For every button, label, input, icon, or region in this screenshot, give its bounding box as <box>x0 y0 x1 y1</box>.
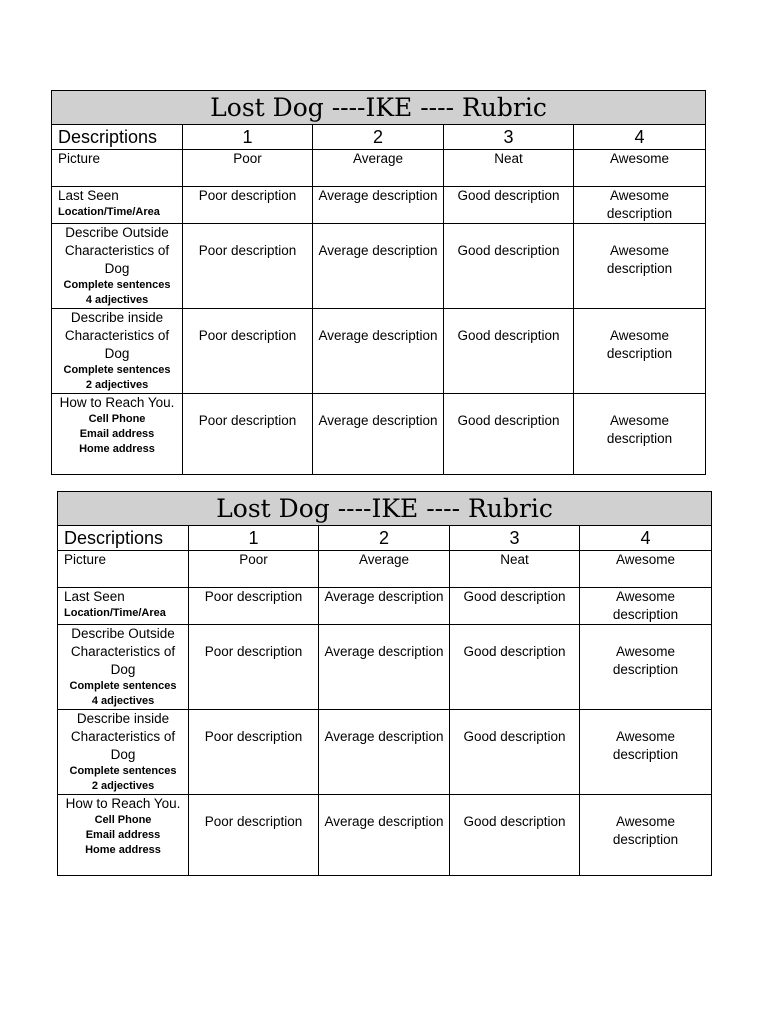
rubric-row-last-seen <box>52 187 706 224</box>
score-text: Poor description <box>204 814 303 829</box>
score-cell <box>444 309 574 394</box>
score-cell <box>183 394 313 475</box>
header-score-2: 2 <box>313 125 444 150</box>
category-sub-label: 4 adjectives <box>91 695 155 707</box>
score-cell <box>450 625 580 710</box>
score-cell <box>189 625 319 710</box>
score-cell: Average <box>319 551 450 588</box>
score-cell: Poor <box>189 551 319 588</box>
score-cell <box>444 394 574 475</box>
rubric-header-row <box>52 125 706 150</box>
score-cell: Poor <box>183 150 313 187</box>
score-cell <box>319 710 450 795</box>
category-sub-label: 4 adjectives <box>85 294 149 306</box>
category-sub-label: Email address <box>85 829 161 841</box>
category-sub-label: Complete sentences <box>69 680 177 692</box>
rubric-row-reach <box>52 394 706 475</box>
score-cell: Poor description <box>189 588 319 625</box>
score-text: Good description <box>457 413 560 428</box>
score-text: Average description <box>318 413 438 428</box>
score-text: Poor description <box>198 243 297 258</box>
category-label: Last Seen <box>64 589 125 604</box>
header-score-1: 1 <box>189 526 319 551</box>
category-cell <box>58 795 189 876</box>
category-label: Describe Outside Characteristics of Dog <box>64 225 170 276</box>
category-cell <box>52 150 183 187</box>
rubric-row-inside <box>58 710 712 795</box>
score-cell <box>574 224 706 309</box>
category-sub-label: Complete sentences <box>69 765 177 777</box>
rubric-title: Lost Dog ----IKE ---- Rubric <box>58 492 712 526</box>
category-sub-label: Email address <box>79 428 155 440</box>
rubric-row-outside <box>58 625 712 710</box>
score-cell: Good description <box>450 588 580 625</box>
category-cell <box>58 588 189 625</box>
category-cell <box>52 224 183 309</box>
category-label: How to Reach You. <box>65 796 181 811</box>
header-score-3: 3 <box>450 526 580 551</box>
rubric-row-last-seen <box>58 588 712 625</box>
header-descriptions: Descriptions <box>52 125 183 150</box>
score-text: Awesome description <box>612 729 679 762</box>
header-score-4: 4 <box>574 125 706 150</box>
score-text: Awesome description <box>612 644 679 677</box>
category-cell <box>52 394 183 475</box>
score-cell: Average <box>313 150 444 187</box>
score-cell: Poor description <box>183 187 313 224</box>
category-sub-label: Home address <box>85 844 161 856</box>
score-cell <box>189 795 319 876</box>
score-cell <box>183 309 313 394</box>
category-sub-label: 2 adjectives <box>91 780 155 792</box>
score-text: Average description <box>318 243 438 258</box>
header-score-1: 1 <box>183 125 313 150</box>
score-text: Poor description <box>204 729 303 744</box>
category-sub-label: Location/Time/Area <box>58 206 160 218</box>
score-cell: Awesome description <box>574 187 706 224</box>
score-cell: Average description <box>313 187 444 224</box>
header-score-4: 4 <box>580 526 712 551</box>
rubric-row-reach <box>58 795 712 876</box>
score-text: Good description <box>463 644 566 659</box>
header-score-2: 2 <box>319 526 450 551</box>
score-cell: Awesome <box>574 150 706 187</box>
category-cell <box>52 309 183 394</box>
rubric-title: Lost Dog ----IKE ---- Rubric <box>52 91 706 125</box>
score-cell <box>319 795 450 876</box>
category-cell <box>58 625 189 710</box>
score-cell <box>444 224 574 309</box>
score-cell <box>574 309 706 394</box>
category-label: Picture <box>58 151 101 166</box>
score-cell <box>450 795 580 876</box>
score-cell <box>580 710 712 795</box>
category-label: Describe inside Characteristics of Dog <box>70 711 176 762</box>
score-text: Average description <box>318 328 438 343</box>
rubric-row-picture <box>58 551 712 588</box>
category-sub-label: 2 adjectives <box>85 379 149 391</box>
score-cell <box>574 394 706 475</box>
rubric-title-row <box>58 492 712 526</box>
category-sub-label: Complete sentences <box>63 364 171 376</box>
score-text: Poor description <box>198 413 297 428</box>
rubric-header-row <box>58 526 712 551</box>
rubric-row-picture <box>52 150 706 187</box>
score-cell <box>183 224 313 309</box>
category-cell <box>58 551 189 588</box>
category-sub-label: Location/Time/Area <box>64 607 166 619</box>
score-cell: Neat <box>444 150 574 187</box>
rubric-row-inside <box>52 309 706 394</box>
score-text: Average description <box>324 644 444 659</box>
score-text: Poor description <box>198 328 297 343</box>
score-text: Good description <box>457 328 560 343</box>
category-label: Describe Outside Characteristics of Dog <box>70 626 176 677</box>
score-cell <box>450 710 580 795</box>
score-text: Average description <box>324 814 444 829</box>
score-cell: Good description <box>444 187 574 224</box>
category-label: Last Seen <box>58 188 119 203</box>
score-text: Awesome description <box>606 243 673 276</box>
score-cell <box>189 710 319 795</box>
category-cell <box>58 710 189 795</box>
score-text: Good description <box>463 729 566 744</box>
score-cell <box>580 795 712 876</box>
category-label: Describe inside Characteristics of Dog <box>64 310 170 361</box>
score-cell: Average description <box>319 588 450 625</box>
rubric-row-outside <box>52 224 706 309</box>
score-text: Awesome description <box>606 413 673 446</box>
category-label: Picture <box>64 552 107 567</box>
score-cell <box>580 625 712 710</box>
category-cell <box>52 187 183 224</box>
score-cell: Awesome description <box>580 588 712 625</box>
score-text: Awesome description <box>606 328 673 361</box>
score-text: Good description <box>463 814 566 829</box>
score-cell <box>313 394 444 475</box>
score-text: Awesome description <box>612 814 679 847</box>
score-text: Average description <box>324 729 444 744</box>
category-sub-label: Cell Phone <box>94 814 152 826</box>
score-cell: Neat <box>450 551 580 588</box>
score-text: Good description <box>457 243 560 258</box>
score-cell <box>319 625 450 710</box>
score-cell <box>313 309 444 394</box>
score-text: Poor description <box>204 644 303 659</box>
rubric-title-row <box>52 91 706 125</box>
header-descriptions: Descriptions <box>58 526 189 551</box>
category-sub-label: Complete sentences <box>63 279 171 291</box>
score-cell: Awesome <box>580 551 712 588</box>
rubric-table-1 <box>51 90 706 475</box>
category-sub-label: Cell Phone <box>88 413 146 425</box>
category-label: How to Reach You. <box>59 395 175 410</box>
header-score-3: 3 <box>444 125 574 150</box>
category-sub-label: Home address <box>79 443 155 455</box>
score-cell <box>313 224 444 309</box>
rubric-table-2 <box>57 491 712 876</box>
